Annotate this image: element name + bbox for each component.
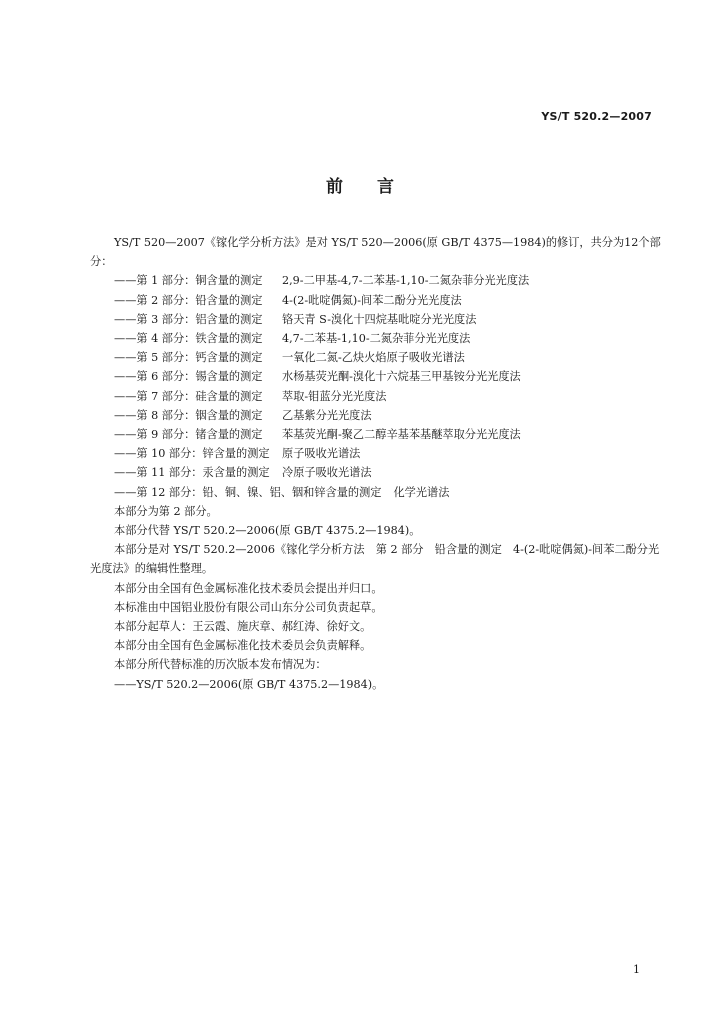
list-item bbox=[90, 367, 664, 386]
part-method: 2,9-二甲基-4,7-二苯基-1,10-二氮杂菲分光光度法 bbox=[282, 274, 530, 288]
document-number: YS/T 520.2—2007 bbox=[541, 110, 652, 123]
list-item bbox=[90, 444, 664, 463]
body-paragraph: 本部分代替 YS/T 520.2—2006(原 GB/T 4375.2—1984)。 bbox=[114, 524, 421, 538]
part-method: 4,7-二苯基-1,10-二氮杂菲分光光度法 bbox=[282, 332, 471, 346]
list-item bbox=[90, 329, 664, 348]
page-title: 前言 bbox=[326, 177, 428, 197]
part-method: 水杨基荧光酮-溴化十六烷基三甲基铵分光光度法 bbox=[282, 370, 521, 384]
body-paragraph: 本部分所代替标准的历次版本发布情况为： bbox=[114, 658, 327, 672]
part-label: ——第 9 部分：锗含量的测定 bbox=[114, 428, 263, 442]
part-label: ——第 12 部分：铅、铜、镍、铝、铟和锌含量的测定 bbox=[114, 485, 382, 499]
part-label: ——第 5 部分：钙含量的测定 bbox=[114, 351, 263, 365]
part-method: 4-(2-吡啶偶氮)-间苯二酚分光光度法 bbox=[282, 293, 462, 307]
list-item bbox=[90, 425, 664, 444]
part-method: 萃取-钼蓝分光光度法 bbox=[282, 389, 387, 403]
part-method: 化学光谱法 bbox=[393, 485, 450, 499]
body-paragraph: 本部分是对 YS/T 520.2—2006《镓化学分析方法 第 2 部分 铅含量的测定 4-(2-吡啶偶氮)-间苯二酚分光光度法》的编辑性整理。 bbox=[90, 543, 660, 576]
list-item bbox=[90, 406, 664, 425]
body-paragraph: 本部分由全国有色金属标准化技术委员会提出并归口。 bbox=[114, 581, 383, 595]
part-method: 苯基荧光酮-聚乙二醇辛基苯基醚萃取分光光度法 bbox=[282, 428, 521, 442]
part-label: ——第 3 部分：铝含量的测定 bbox=[114, 312, 263, 326]
part-label: ——第 10 部分：锌含量的测定 bbox=[114, 447, 270, 461]
list-item bbox=[90, 463, 664, 482]
list-item bbox=[90, 483, 664, 502]
part-label: ——第 6 部分：锡含量的测定 bbox=[114, 370, 263, 384]
list-item bbox=[90, 310, 664, 329]
list-item bbox=[90, 348, 664, 367]
part-label: ——第 8 部分：铟含量的测定 bbox=[114, 408, 263, 422]
part-label: ——第 2 部分：铅含量的测定 bbox=[114, 293, 263, 307]
history-item: ——YS/T 520.2—2006(原 GB/T 4375.2—1984)。 bbox=[114, 677, 384, 691]
part-method: 乙基紫分光光度法 bbox=[282, 408, 372, 422]
body-paragraph: 本部分起草人：王云霞、施庆章、郝红涛、徐好文。 bbox=[114, 620, 372, 634]
part-label: ——第 11 部分：汞含量的测定 bbox=[114, 466, 270, 480]
document-body bbox=[90, 233, 664, 694]
body-paragraph: 本标准由中国铝业股份有限公司山东分公司负责起草。 bbox=[114, 600, 383, 614]
parts-list bbox=[90, 271, 664, 501]
intro-paragraph: YS/T 520—2007《镓化学分析方法》是对 YS/T 520—2006(原 GB/T 4375—1984)的修订，共分为12个部分： bbox=[90, 236, 661, 269]
part-method: 冷原子吸收光谱法 bbox=[282, 466, 372, 480]
body-paragraph: 本部分为第 2 部分。 bbox=[114, 504, 218, 518]
part-method: 铬天青 S-溴化十四烷基吡啶分光光度法 bbox=[282, 312, 477, 326]
part-method: 原子吸收光谱法 bbox=[282, 447, 361, 461]
part-method: 一氧化二氮-乙炔火焰原子吸收光谱法 bbox=[282, 351, 465, 365]
part-label: ——第 1 部分：铜含量的测定 bbox=[114, 274, 263, 288]
page-number: 1 bbox=[633, 963, 640, 976]
part-label: ——第 4 部分：铁含量的测定 bbox=[114, 332, 263, 346]
list-item bbox=[90, 271, 664, 290]
part-label: ——第 7 部分：硅含量的测定 bbox=[114, 389, 263, 403]
list-item bbox=[90, 387, 664, 406]
body-paragraph: 本部分由全国有色金属标准化技术委员会负责解释。 bbox=[114, 639, 372, 653]
list-item bbox=[90, 291, 664, 310]
